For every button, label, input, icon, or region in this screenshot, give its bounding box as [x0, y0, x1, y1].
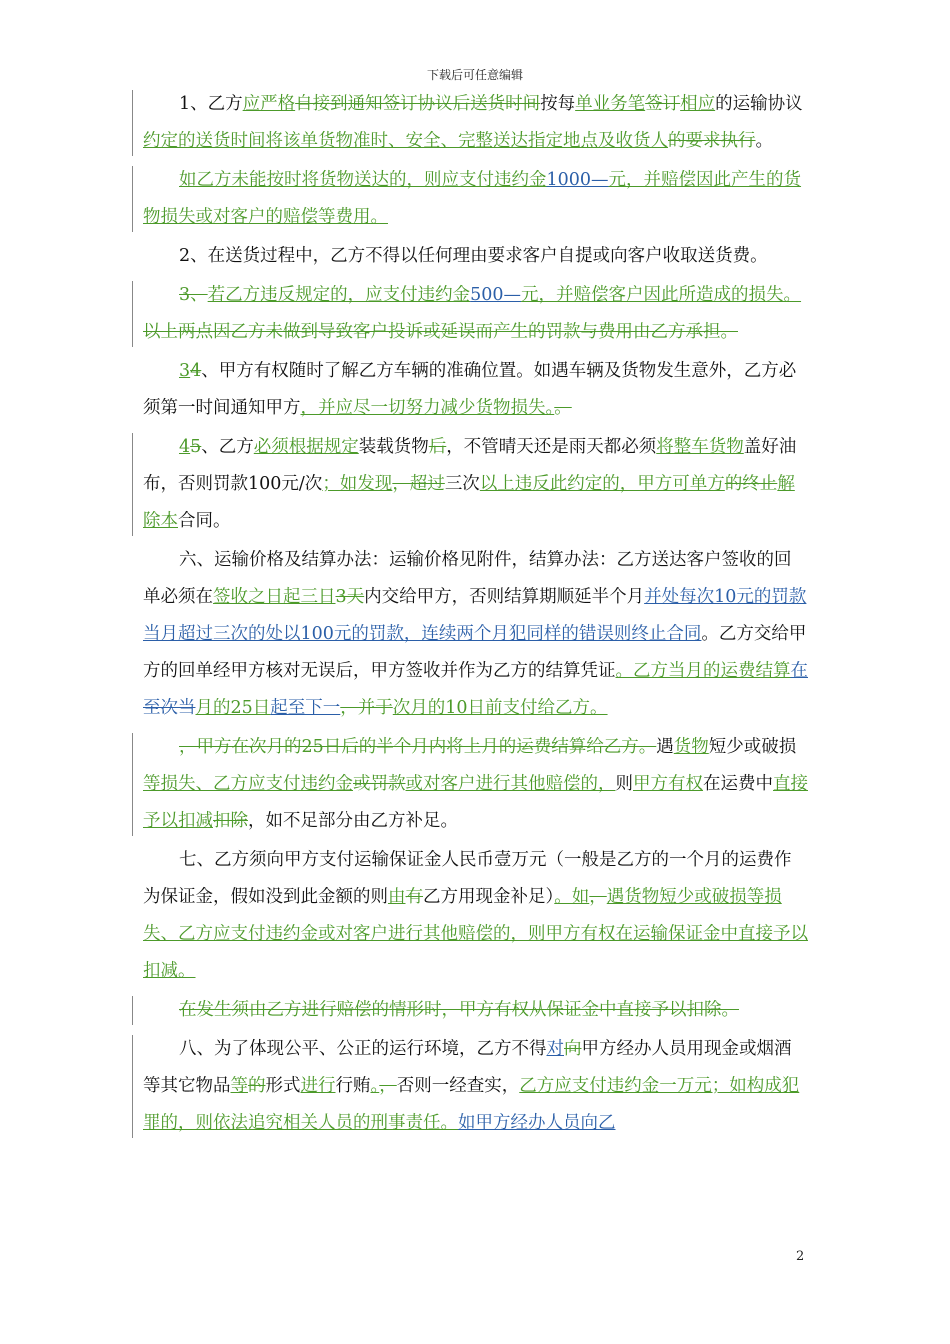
- inserted-text: 如乙方未能按时将货物送达的，则应支付违约金: [179, 170, 547, 190]
- inserted-text: 。: [370, 1076, 380, 1096]
- inserted-text: 必须根据规定: [253, 437, 359, 457]
- text-run: 八、为了体现公平、公正的运行环境，乙方不得: [179, 1039, 547, 1059]
- inserted-text: 月的25日: [195, 698, 271, 718]
- deleted-text: 后: [428, 437, 447, 457]
- deleted-text: 有: [405, 887, 423, 907]
- deleted-text: 向: [564, 1039, 582, 1059]
- paragraph-section-6-damages: [143, 729, 808, 840]
- inserted-text-blue: 如甲方经办人员向乙: [458, 1113, 616, 1133]
- deleted-text: ，超过: [392, 474, 445, 494]
- text-run: ，如不足部分由乙方补足。: [248, 811, 458, 831]
- inserted-text: 单业务笔: [575, 94, 646, 114]
- inserted-text: 元，并赔偿因此产生的货物损失或对客户的赔偿等费用。: [143, 170, 802, 227]
- inserted-text: 货物: [673, 737, 709, 757]
- inserted-text: 遇货物短少或破损等损失、乙方应支付违约金或对客户进行其他赔偿的，则甲方有权在运输保证金中直接予以扣减。: [143, 887, 808, 981]
- page-header: 下载后可任意编辑: [426, 68, 523, 82]
- deleted-text: 的: [248, 1076, 266, 1096]
- text-run: 按每: [540, 94, 576, 114]
- text-run: 内交给甲方，否则结算期顺延半个月: [364, 587, 645, 607]
- text-run: 三次: [444, 474, 480, 494]
- text-run: 行贿: [335, 1076, 371, 1096]
- inserted-text: 将整车货物: [656, 437, 744, 457]
- text-run: 。乙方交给甲方的回单经甲方核对无误后，甲方签收并作为乙方的结算凭证: [143, 624, 807, 681]
- text-run: 形式: [265, 1076, 301, 1096]
- deleted-text: 扣除: [213, 811, 248, 831]
- inserted-text: 进行: [300, 1076, 336, 1096]
- deleted-text: 在发生须由乙方进行赔偿的情形时，甲方有权从保证金中直接予以扣除。: [179, 1000, 739, 1020]
- inserted-text: 应严格: [242, 94, 296, 114]
- inserted-text: 元，并赔偿客户因此所造成的损失。: [521, 285, 802, 305]
- inserted-text: 等: [230, 1076, 248, 1096]
- text-run: 甲方经办人员用现金或烟酒等其它物品: [143, 1039, 792, 1096]
- text-run: 六、运输价格及结算办法：运输价格见附件，结算办法：乙方送达客户签收的回单必须在: [143, 550, 792, 607]
- paragraph-section-8: [143, 1031, 808, 1142]
- inserted-text-blue: 500—: [470, 285, 522, 305]
- deleted-text: ，并于: [340, 698, 393, 718]
- paragraph-clause-2-penalty: [143, 277, 808, 351]
- text-run: 则: [615, 774, 633, 794]
- inserted-text: 乙方应支付违约金一万元；如构成犯罪的，则依法追究相关人员的刑事责任。: [143, 1076, 800, 1133]
- inserted-text: 相应: [680, 94, 716, 114]
- inserted-text: 3: [179, 361, 191, 381]
- inserted-text: ，并应尽一切努力减少货物损失。: [300, 398, 555, 418]
- text-run: 在运费中: [703, 774, 773, 794]
- text-run: 、甲方有权随时了解乙方车辆的准确位置。如遇车辆及货物发生意外，乙方必须第一时间通知甲方: [143, 361, 797, 418]
- inserted-text: 。乙方当月的运费结算: [615, 661, 791, 681]
- deleted-text: 自接到通知签订协议后送货时间: [295, 94, 541, 114]
- paragraph-clause-1-penalty: [143, 162, 808, 236]
- text-run: 1、乙方: [179, 94, 243, 114]
- deleted-text: 3天: [335, 587, 365, 607]
- inserted-text-blue: 起至下一: [270, 698, 341, 718]
- inserted-text: 直接予以扣减: [143, 774, 808, 831]
- text-run: 否则一经查实，: [396, 1076, 520, 1096]
- deleted-text: 的要求执行: [668, 131, 756, 151]
- text-run: 七、乙方须向甲方支付运输保证金人民币壹万元（一般是乙方的一个月的运费作为保证金，假如没到此金额的则: [143, 850, 792, 907]
- deleted-text: 4: [190, 361, 202, 381]
- paragraph-clause-4: [143, 429, 808, 540]
- inserted-text: 4: [179, 437, 191, 457]
- deleted-text: ，: [379, 1076, 397, 1096]
- text-run: 装载货物: [358, 437, 429, 457]
- paragraph-section-7: [143, 842, 808, 990]
- deleted-text: 或罚款: [353, 774, 406, 794]
- deleted-text-blue: 至次当: [143, 698, 196, 718]
- inserted-text: 。如: [554, 887, 590, 907]
- inserted-text-blue: 1000—: [546, 170, 609, 190]
- text-run: 合同。: [178, 511, 231, 531]
- deleted-text: 5: [190, 437, 202, 457]
- inserted-text: 由: [388, 887, 406, 907]
- deleted-text: 的终止: [724, 474, 778, 494]
- deleted-text: ，甲方在次月的25日后的半个月内将上月的运费结算给乙方。: [179, 737, 657, 757]
- text-run: 、乙方: [201, 437, 254, 457]
- inserted-text: 签收之日起三日: [213, 587, 336, 607]
- paragraph-clause-2: [143, 238, 808, 275]
- deleted-text: ，: [589, 887, 607, 907]
- inserted-text-blue: 并处每次10元的罚款当月超过三次的处以100元的罚款，连续两个月犯同样的错误则终止合同: [143, 587, 807, 644]
- inserted-text-blue: 对: [546, 1039, 564, 1059]
- text-run: 遇: [656, 737, 674, 757]
- document-body: [143, 86, 808, 1144]
- page-number: 2: [796, 1249, 805, 1264]
- text-run: 短少或破损: [708, 737, 797, 757]
- deleted-text: 3、: [179, 285, 208, 305]
- inserted-text: 等损失、乙方应支付违约金: [143, 774, 353, 794]
- inserted-text: 约定的送货时间将该单货物准时、安全、完整送达指定地点及收货人: [143, 131, 668, 151]
- text-run: ，不管晴天还是雨天都必须: [446, 437, 657, 457]
- inserted-text: 若乙方违反规定的，应支付违约金: [207, 285, 471, 305]
- paragraph-section-6: [143, 542, 808, 727]
- inserted-text-blue: 在: [790, 661, 808, 681]
- deleted-text: 以上两点因乙方未做到导致客户投诉或延误而产生的罚款与费用由乙方承担。: [143, 322, 738, 342]
- text-run: 。: [755, 131, 773, 151]
- text-run: 的运输协议: [715, 94, 803, 114]
- deleted-text: 签订: [645, 94, 681, 114]
- inserted-text: 或对客户进行其他赔偿的，: [405, 774, 616, 794]
- text-run: 乙方用现金补足）: [423, 887, 555, 907]
- deleted-text: 。: [554, 398, 572, 418]
- paragraph-clause-1: [143, 86, 808, 160]
- text-run: 盖好油布，否则罚款100元/次: [143, 437, 797, 494]
- text-run: 2、在送货过程中，乙方不得以任何理由要求客户自提或向客户收取送货费。: [179, 246, 768, 266]
- paragraph-section-7-deleted: [143, 992, 808, 1029]
- inserted-text: 以上违反此约定的，甲方可单方: [479, 474, 725, 494]
- inserted-text: 次月的10日前支付给乙方。: [392, 698, 608, 718]
- paragraph-clause-3: [143, 353, 808, 427]
- inserted-text: 甲方有权: [633, 774, 703, 794]
- inserted-text: ；如发现: [322, 474, 393, 494]
- inserted-text: 解除本: [143, 474, 795, 531]
